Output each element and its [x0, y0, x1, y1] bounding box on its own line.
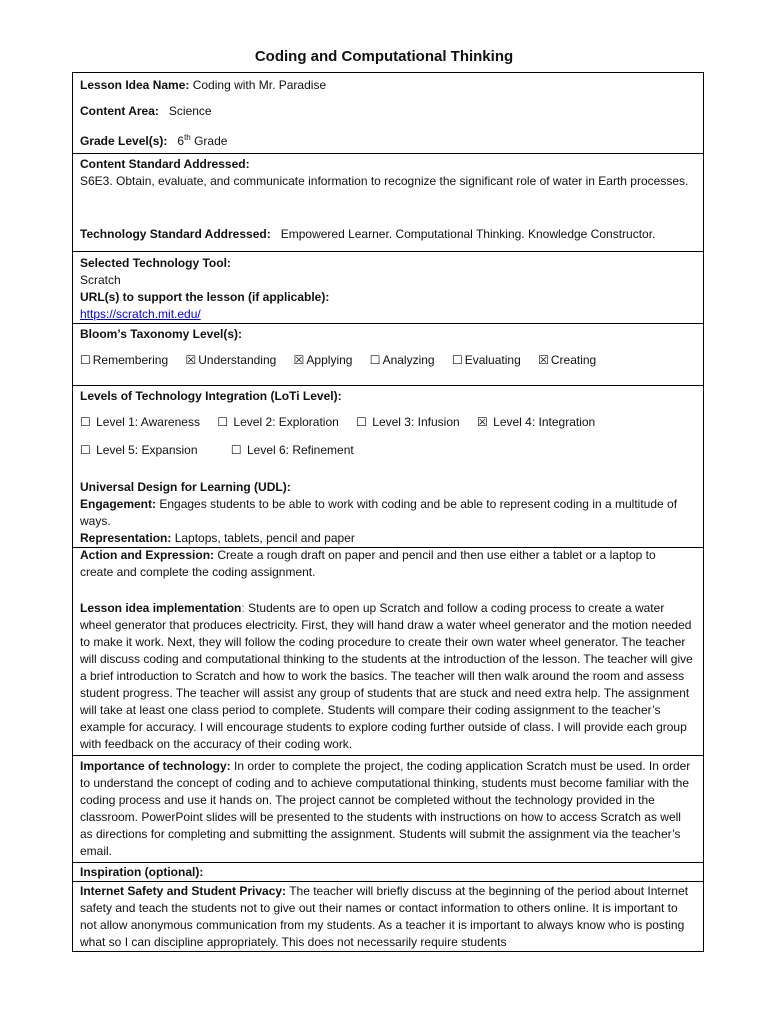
safety-block: [80, 883, 694, 951]
implementation-block: [80, 600, 694, 753]
grade-number: 6: [177, 134, 185, 148]
safety-label: Internet Safety and Student Privacy:: [80, 884, 287, 898]
content-standard-label: Content Standard Addressed:: [80, 157, 250, 171]
blooms-option-understanding[interactable]: [185, 352, 276, 369]
scratch-url-link[interactable]: https://scratch.mit.edu/: [80, 307, 201, 321]
option-label: Analyzing: [382, 353, 435, 367]
loti-section: [73, 386, 703, 579]
importance-text: In order to complete the project, the coding application Scratch must be used. In order to understand the concept of coding and to achieve computational thinking, students must become familiar with the coding process and use it hands on. The project cannot be completed without the technology provided in the classroom. PowerPoint slides will be presented to the students with instructions on how to access Scratch as well as directions for completing and submitting the assignment. Students will submit the assignment via the teacher’s email.: [80, 759, 691, 858]
loti-options-row-2: [80, 442, 368, 459]
grade-word: Grade: [194, 134, 228, 148]
action-text: Create a rough draft on paper and pencil and then use either a tablet or a laptop to create and complete the coding assignment.: [80, 548, 656, 579]
tool-block: [80, 255, 329, 323]
checkbox-icon[interactable]: ☐: [356, 415, 367, 429]
representation-text: Laptops, tablets, pencil and paper: [174, 531, 355, 545]
loti-options-row-1: [80, 414, 609, 431]
option-label: Level 5: Expansion: [96, 443, 198, 457]
importance-block: [80, 758, 694, 860]
checkbox-icon[interactable]: ☐: [80, 353, 91, 367]
loti-option-level-3[interactable]: [356, 414, 460, 431]
checkbox-checked-icon[interactable]: ☒: [293, 353, 305, 367]
option-label: Applying: [306, 353, 353, 367]
implementation-label: Lesson idea implementation: [80, 601, 242, 615]
tool-label: Selected Technology Tool:: [80, 256, 231, 270]
grade-level-row: [80, 129, 227, 150]
blooms-option-analyzing[interactable]: [370, 352, 435, 369]
tool-value: Scratch: [80, 273, 121, 287]
blooms-option-applying[interactable]: [294, 352, 353, 369]
lesson-idea-row: [80, 77, 326, 94]
action-label: Action and Expression:: [80, 548, 215, 562]
checkbox-icon[interactable]: ☐: [80, 443, 91, 457]
content-area-row: [80, 103, 212, 120]
checkbox-icon[interactable]: ☐: [230, 443, 242, 457]
loti-option-level-4[interactable]: [477, 414, 595, 431]
engagement-text: Engages students to be able to work with coding and be able to represent coding in a multitude of ways.: [80, 497, 678, 528]
lesson-plan-table: [72, 72, 704, 952]
inspiration-label: Inspiration (optional):: [80, 865, 204, 879]
content-standard-block: [80, 156, 692, 190]
safety-text: The teacher will briefly discuss at the beginning of the period about Internet safety and teach the students not to give out their names or contact information to others online. It is important to not allow anonymous communication from my students. As a teacher it is important to always know who is posting what so I can discipline appropriately. This does not necessarily require students: [80, 884, 689, 949]
lesson-info-section: [73, 73, 703, 154]
inspiration-section: [73, 863, 703, 882]
checkbox-checked-icon[interactable]: ☒: [477, 415, 488, 429]
implementation-colon: :: [241, 601, 245, 615]
blooms-section: [73, 324, 703, 386]
checkbox-checked-icon[interactable]: ☒: [185, 353, 197, 367]
option-label: Remembering: [92, 353, 169, 367]
lesson-idea-label: Lesson Idea Name:: [80, 78, 190, 92]
tech-standard-label: Technology Standard Addressed:: [80, 227, 271, 241]
implementation-section: [73, 598, 703, 756]
option-label: Level 4: Integration: [493, 415, 596, 429]
url-label: URL(s) to support the lesson (if applicable):: [80, 290, 330, 304]
checkbox-icon[interactable]: ☐: [217, 415, 229, 429]
document-title: Coding and Computational Thinking: [254, 48, 514, 65]
option-label: Level 3: Infusion: [372, 415, 460, 429]
representation-label: Representation:: [80, 531, 172, 545]
lesson-idea-value: Coding with Mr. Paradise: [192, 78, 327, 92]
content-standard-text: S6E3. Obtain, evaluate, and communicate information to recognize the significant role of water in Earth processes.: [80, 174, 689, 188]
loti-label: Levels of Technology Integration (LoTi Level):: [80, 389, 342, 403]
blooms-options: [80, 352, 610, 369]
checkbox-checked-icon[interactable]: ☒: [538, 353, 549, 367]
safety-section: [73, 882, 703, 952]
content-area-label: Content Area:: [80, 104, 159, 118]
blooms-option-evaluating[interactable]: [452, 352, 521, 369]
udl-block: [80, 479, 692, 581]
grade-suffix: th: [184, 133, 191, 142]
loti-option-level-2[interactable]: [217, 414, 339, 431]
loti-option-level-1[interactable]: [80, 414, 200, 431]
option-label: Level 1: Awareness: [96, 415, 200, 429]
tech-standard-row: [80, 226, 655, 243]
content-area-value: Science: [168, 104, 212, 118]
option-label: Creating: [550, 353, 597, 367]
importance-section: [73, 756, 703, 863]
option-label: Level 6: Refinement: [246, 443, 354, 457]
checkbox-icon[interactable]: ☐: [80, 415, 91, 429]
blooms-option-creating[interactable]: [538, 352, 596, 369]
loti-option-level-5[interactable]: [80, 442, 198, 459]
importance-label: Importance of technology:: [80, 759, 231, 773]
udl-label: Universal Design for Learning (UDL):: [80, 480, 291, 494]
blooms-option-remembering[interactable]: [80, 352, 168, 369]
checkbox-icon[interactable]: ☐: [451, 353, 463, 367]
blooms-label: Bloom’s Taxonomy Level(s):: [80, 327, 243, 341]
option-label: Evaluating: [464, 353, 521, 367]
grade-level-label: Grade Level(s):: [80, 134, 168, 148]
tech-standard-text: Empowered Learner. Computational Thinking. Knowledge Constructor.: [280, 227, 656, 241]
checkbox-icon[interactable]: ☐: [369, 353, 381, 367]
option-label: Level 2: Exploration: [233, 415, 339, 429]
standards-section: [73, 154, 703, 252]
loti-option-level-6[interactable]: [231, 442, 354, 459]
option-label: Understanding: [198, 353, 277, 367]
engagement-label: Engagement:: [80, 497, 157, 511]
implementation-text: Students are to open up Scratch and follow a coding process to create a water wheel generator that produces electricity. First, they will hand draw a water wheel generator and the motion needed to make it work. Next, they will follow the coding procedure to create their own water wheel generator. The teacher will discuss coding and computational thinking to the students at the introduction of the lesson. The teacher will give a brief introduction to Scratch and how to work the basics. The teacher will then walk around the room and assess student progress. The teacher will assist any group of students that are stuck and need extra help. The assignment will take at least one class period to complete. Students will compare their coding assignment to the teacher’s example for accuracy. I will encourage students to explore coding further outside of class. I will provide each group with feedback on the accuracy of their coding work.: [80, 601, 693, 751]
tool-section: [73, 252, 703, 324]
